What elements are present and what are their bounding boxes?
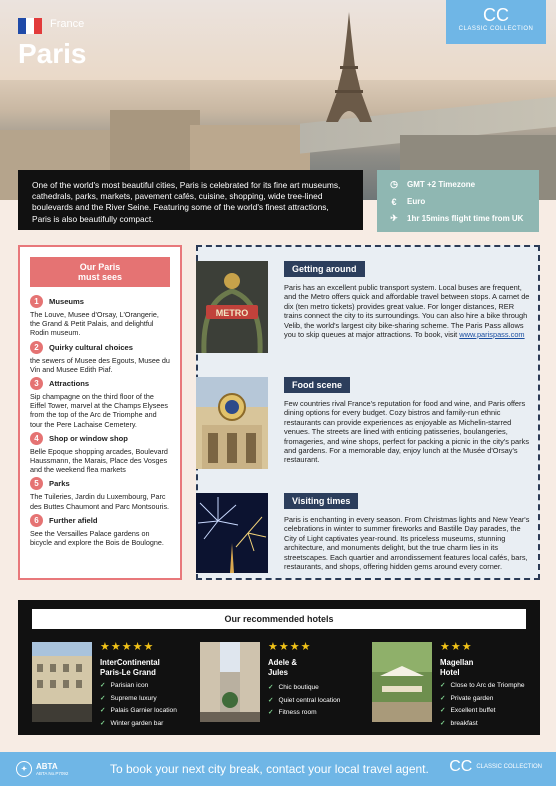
feature-item: ✓ Parisian icon [100, 680, 177, 693]
item-title: Parks [49, 479, 70, 489]
feature-item: ✓ breakfast [440, 718, 525, 731]
star-rating: ★★★★ [268, 641, 312, 653]
item-title: Quirky cultural choices [49, 342, 133, 352]
hotel-features [268, 682, 340, 720]
intro-text: One of the world's most beautiful cities, Paris is celebrated for its fine art museums, cathedrals, parks, markets, pavement cafés, cuisine, shopping, wide tree-lined boulevards and the River Seine. Featuring some of the world's finest attractions, Paris is also beautifully compact. [18, 170, 363, 230]
number-badge: 5 [30, 477, 43, 490]
info-panel [196, 245, 540, 580]
number-badge: 2 [30, 341, 43, 354]
section-body: Few countries rival France's reputation for food and wine, and Paris offers dining options for every budget. Cozy bistros and family-run ethnic restaurants can provide experiences as enjoyable as Michelin-starred venues. The streets are lined with enticing patisseries, boulangeries, fromageries, and wine shops, perfect for packing a picnic in the city's parks and gardens. For a memorable day, enjoy lunch at the Musée d'Orsay's restaurant. [284, 399, 530, 465]
fact-flight-time: 1hr 15mins flight time from UK [407, 214, 524, 223]
number-badge: 6 [30, 514, 43, 527]
hotel-card [32, 642, 194, 727]
footer-bar [0, 752, 556, 786]
star-rating: ★★★★★ [100, 641, 155, 653]
fact-row [387, 193, 529, 210]
feature-item: ✓ Palais Garnier location [100, 705, 177, 718]
feature-item: ✓ Winter garden bar [100, 718, 177, 731]
feature-item: ✓ Close to Arc de Triomphe [440, 680, 525, 693]
feature-item: ✓ Fitness room [268, 707, 340, 720]
hotel-name-line1: Magellan [440, 658, 474, 667]
feature-item: ✓ Quiet central location [268, 695, 340, 708]
hotel-features [100, 680, 177, 730]
list-item [30, 514, 170, 547]
hotel-features [440, 680, 525, 730]
hotel-name [440, 658, 530, 678]
number-badge: 4 [30, 432, 43, 445]
fact-row [387, 176, 529, 193]
star-rating: ★★★ [440, 641, 473, 653]
hotel-photo [200, 642, 260, 722]
feature-item: ✓ Chic boutique [268, 682, 340, 695]
must-sees-heading [30, 257, 170, 287]
feature-item: ✓ Excellent buffet [440, 705, 525, 718]
number-badge: 1 [30, 295, 43, 308]
list-item [30, 477, 170, 510]
item-text: The Tuileries, Jardin du Luxembourg, Parc des Buttes Chaumont and Parc Montsouris. [30, 492, 170, 511]
footer-cta: To book your next city break, contact your local travel agent. [110, 762, 429, 776]
item-text: Sip champagne on the third floor of the Eiffel Tower, marvel at the Champs Elysees from the top of the Arc de Triomphe and tour the Pere Lachaise Cemetery. [30, 392, 168, 429]
hotel-photo [372, 642, 432, 722]
abta-circle-icon: ✦ [16, 761, 32, 777]
quick-facts [377, 170, 539, 232]
brand-mark-icon: CC [449, 758, 473, 775]
abta-label: ABTA [36, 762, 58, 771]
section-title: Food scene [284, 377, 350, 393]
section-body-text: Paris has an excellent public transport system. Local buses are frequent, and the Metro offers quick and affordable travel between stops. A carnet de dix (ten metro tickets) provides great value. For longer distances, RER trains connect the city to its surroundings. You can also hire a bike through Velib, the world's largest city bike-sharing scheme. The Paris Pass allows you to skip queues at major attractions. To book, visit [284, 283, 530, 340]
parispass-link[interactable]: www.parispass.com [459, 330, 525, 340]
must-sees-heading-line1: Our Paris [79, 262, 121, 272]
section-body: Paris is enchanting in every season. From Christmas lights and New Year's celebrations in winter to summer fireworks and Bastille Day parades, the City of Light captivates year-round. Its priceless museums, stunning architecture, and monuments delight, but the true charm lies in its streetscapes. Each quartier and arrondissement features local cafés, bars, restaurants, and shops, offering hidden gems around every corner. [284, 515, 530, 572]
item-title: Further afield [49, 515, 98, 525]
must-sees-heading-line2: must sees [77, 272, 123, 282]
list-item [30, 295, 170, 338]
hotel-name-line2: Jules [268, 668, 288, 677]
hotels-section [18, 600, 540, 735]
hotels-heading: Our recommended hotels [32, 609, 526, 629]
feature-item: ✓ Supreme luxury [100, 693, 177, 706]
item-text: The Louve, Musee d'Orsay, L'Orangerie, the Grand & Petit Palais, and delightful Rodin museum. [30, 310, 159, 338]
fact-currency: Euro [407, 197, 426, 206]
section-title: Getting around [284, 261, 365, 277]
fact-row [387, 210, 529, 227]
fireworks-photo [196, 493, 268, 573]
fact-timezone: GMT +2 Timezone [407, 180, 476, 189]
hotel-name-line1: InterContinental [100, 658, 160, 667]
abta-logo [16, 760, 86, 778]
must-sees-box [18, 245, 182, 580]
clock-icon: ◷ [390, 179, 398, 189]
list-item [30, 341, 170, 374]
section-body [284, 283, 534, 339]
hotel-name-line1: Adele & [268, 658, 298, 667]
footer-brand-logo [449, 758, 542, 776]
hotel-name [268, 658, 358, 678]
france-flag-icon [18, 18, 42, 34]
metro-sign-photo [196, 261, 268, 353]
list-item [30, 432, 170, 475]
number-badge: 3 [30, 377, 43, 390]
item-title: Shop or window shop [49, 433, 128, 443]
hotel-card [372, 642, 534, 727]
section-title: Visiting times [284, 493, 358, 509]
list-item [30, 377, 170, 429]
currency-icon: € [391, 196, 397, 207]
eiffel-tower-icon [326, 12, 372, 122]
footer-brand-name: CLASSIC COLLECTION [476, 764, 542, 770]
abta-number: ABTA No.P7092 [36, 771, 69, 776]
item-text: the sewers of Musee des Egouts, Musee du Vin and Musee Edith Piaf. [30, 355, 170, 374]
ornate-building-photo [196, 377, 268, 469]
hotel-name-line2: Hotel [440, 668, 460, 677]
brand-logo [446, 0, 546, 44]
brand-name: CLASSIC COLLECTION [458, 26, 534, 32]
hotel-card [200, 642, 362, 727]
feature-item: ✓ Private garden [440, 693, 525, 706]
item-text: Belle Epoque shopping arcades, Boulevard Haussmann, the Marais, Place des Vosges and the weekend flea markets [30, 446, 168, 475]
country-label: France [50, 18, 85, 30]
page-title: Paris [18, 38, 87, 69]
brand-mark: CC [483, 5, 509, 25]
item-text: See the Versailles Palace gardens on bicycle and explore the Bois de Boulogne. [30, 528, 164, 548]
hotel-name-line2: Paris-Le Grand [100, 668, 156, 677]
hotel-photo [32, 642, 92, 722]
hotel-name [100, 658, 190, 678]
plane-icon: ✈ [390, 213, 398, 223]
item-title: Attractions [49, 379, 90, 389]
item-title: Museums [49, 297, 85, 306]
metro-sign-text: METRO [215, 308, 249, 318]
